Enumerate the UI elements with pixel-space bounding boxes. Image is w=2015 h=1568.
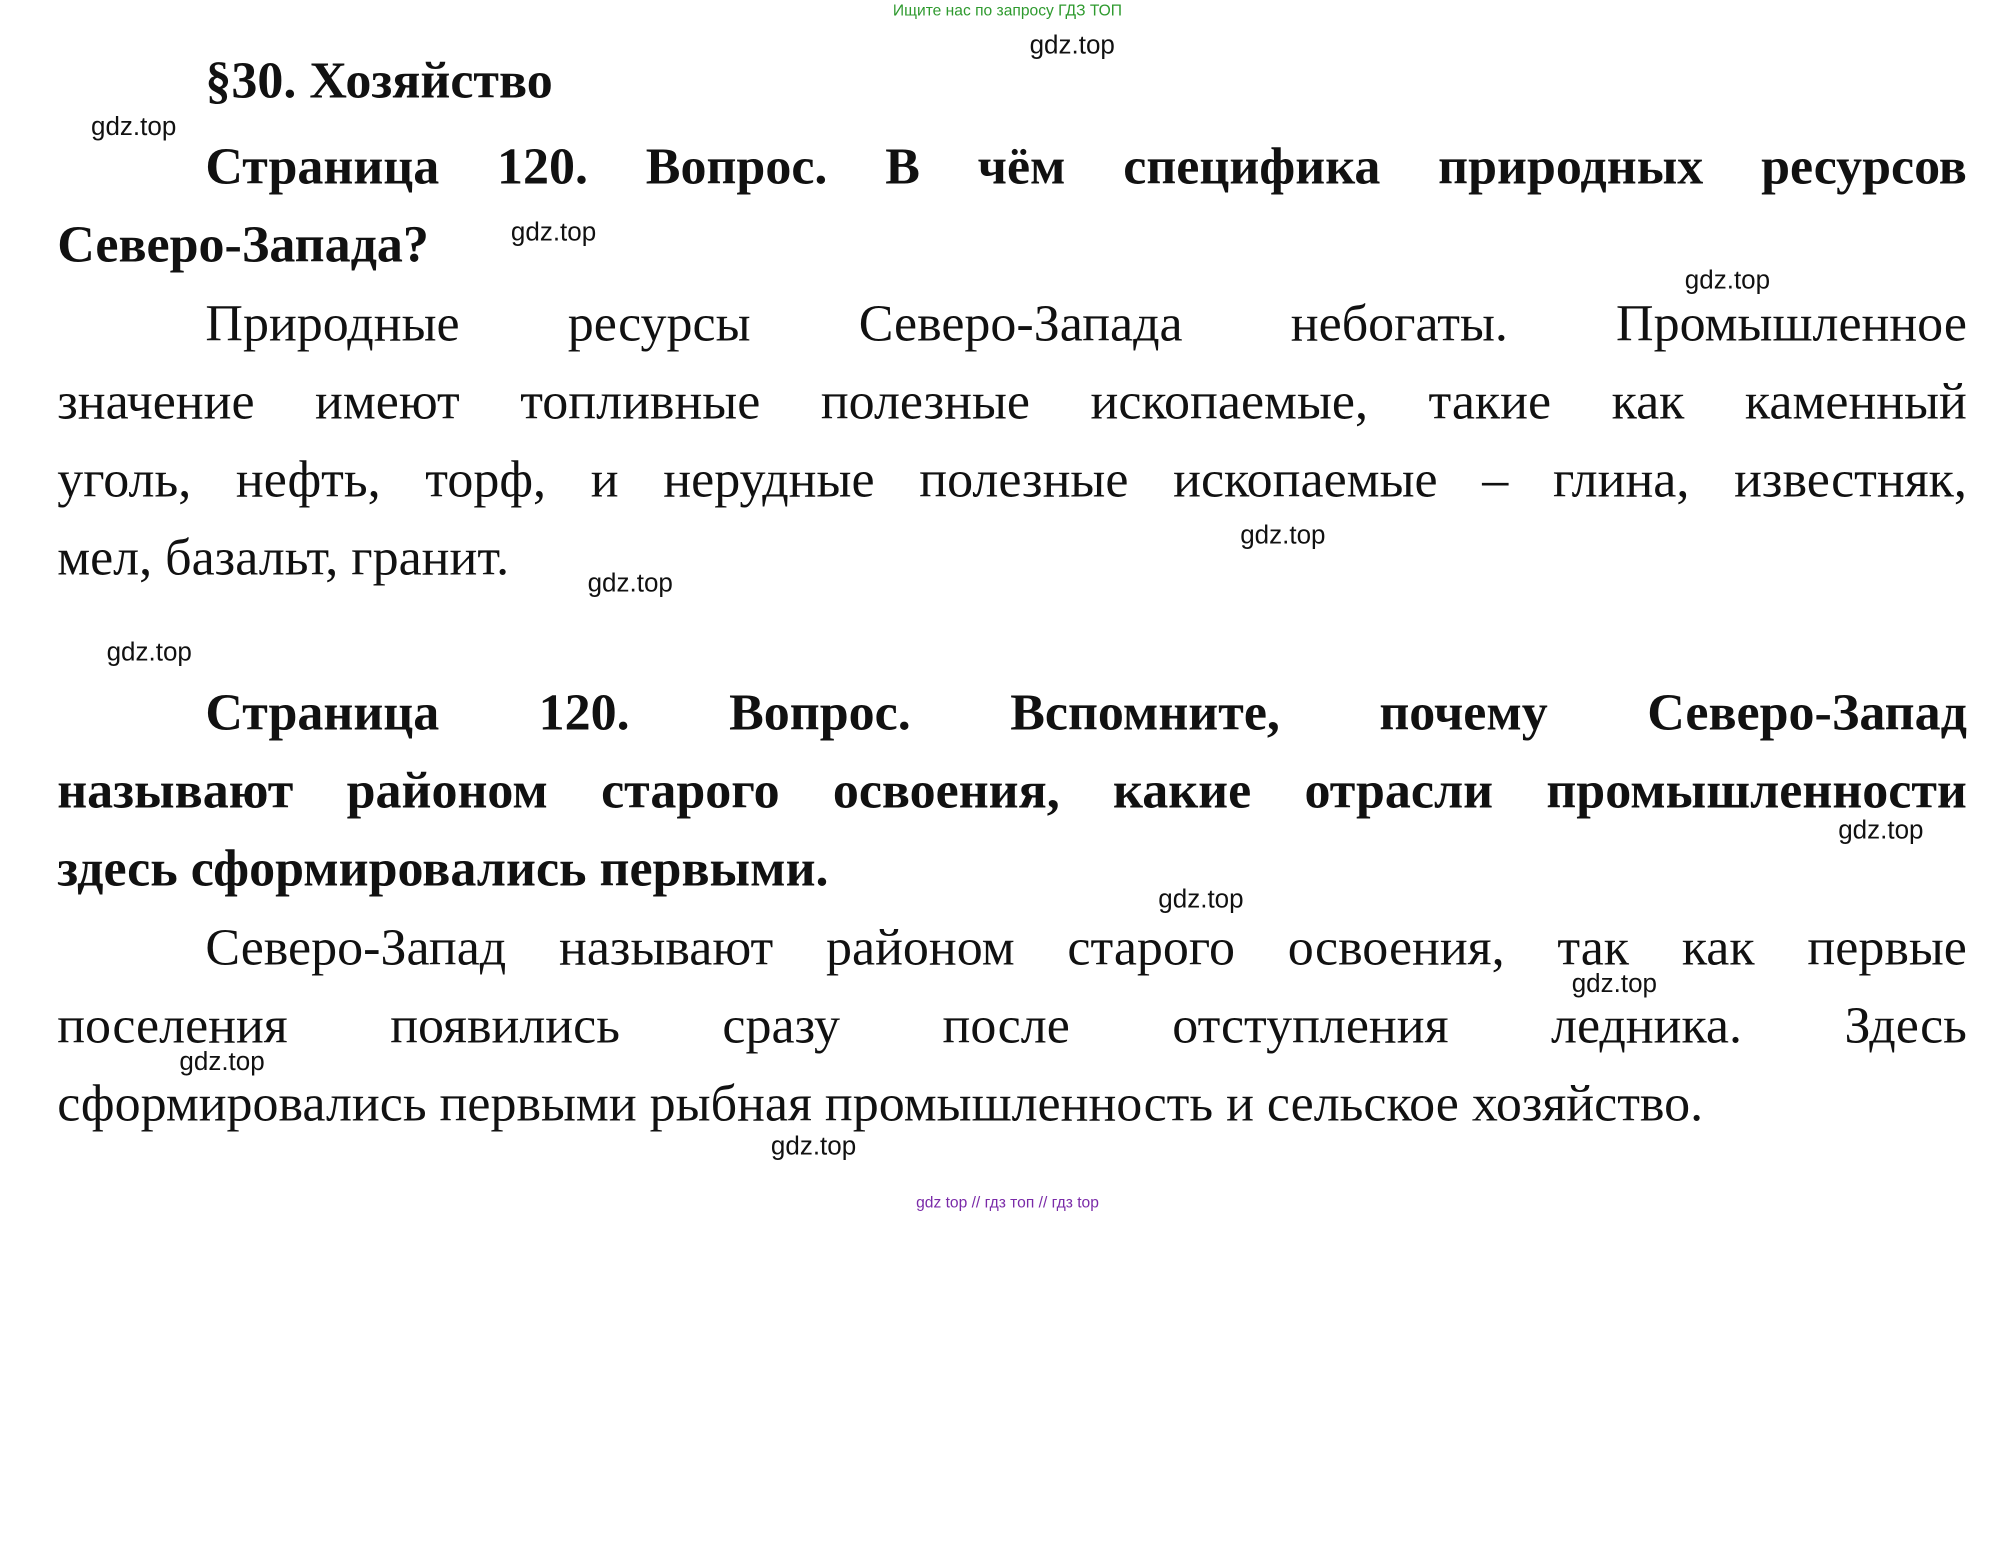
answer-2-line-1: Северо-Запад называют районом старого освоения, так как первые	[205, 917, 1967, 977]
watermark: gdz.top	[1240, 521, 1326, 550]
answer-1-line-2: значение имеют топливные полезные ископаемые, такие как каменный	[57, 371, 1967, 431]
watermark: gdz.top	[1838, 816, 1924, 845]
watermark: gdz.top	[1158, 885, 1244, 914]
footer-links[interactable]: gdz top // гдз топ // гдз top	[916, 1193, 1099, 1212]
question-1-line-2: Северо-Запада?	[57, 214, 429, 273]
watermark: gdz.top	[91, 113, 177, 142]
watermark: gdz.top	[179, 1047, 265, 1077]
section-title: §30. Хозяйство	[205, 50, 553, 110]
answer-1-line-1: Природные ресурсы Северо-Запада небогаты. Промышленное	[205, 293, 1967, 353]
question-2-line-2: называют районом старого освоения, какие отрасли промышленности	[57, 760, 1967, 819]
answer-1-line-3: уголь, нефть, торф, и нерудные полезные ископаемые – глина, известняк,	[57, 449, 1967, 509]
watermark: gdz.top	[770, 1132, 857, 1161]
watermark: gdz.top	[510, 218, 597, 247]
question-1-line-1: Страница 120. Вопрос. В чём специфика природных ресурсов	[205, 136, 1967, 195]
watermark: gdz.top	[1571, 969, 1657, 999]
question-2-line-1: Страница 120. Вопрос. Вспомните, почему Северо-Запад	[205, 682, 1967, 741]
header-note[interactable]: Ищите нас по запросу ГДЗ ТОП	[892, 1, 1123, 20]
answer-1-line-4: мел, базальт, гранит.	[57, 527, 510, 587]
watermark: gdz.top	[1029, 31, 1115, 60]
answer-2-line-2: поселения появились сразу после отступления ледника. Здесь	[57, 995, 1967, 1055]
watermark: gdz.top	[1684, 266, 1771, 296]
watermark: gdz.top	[106, 638, 192, 667]
question-2-line-3: здесь сформировались первыми.	[57, 838, 829, 897]
answer-2-line-3: сформировались первыми рыбная промышленность и сельское хозяйство.	[57, 1073, 1704, 1133]
watermark: gdz.top	[587, 569, 673, 598]
